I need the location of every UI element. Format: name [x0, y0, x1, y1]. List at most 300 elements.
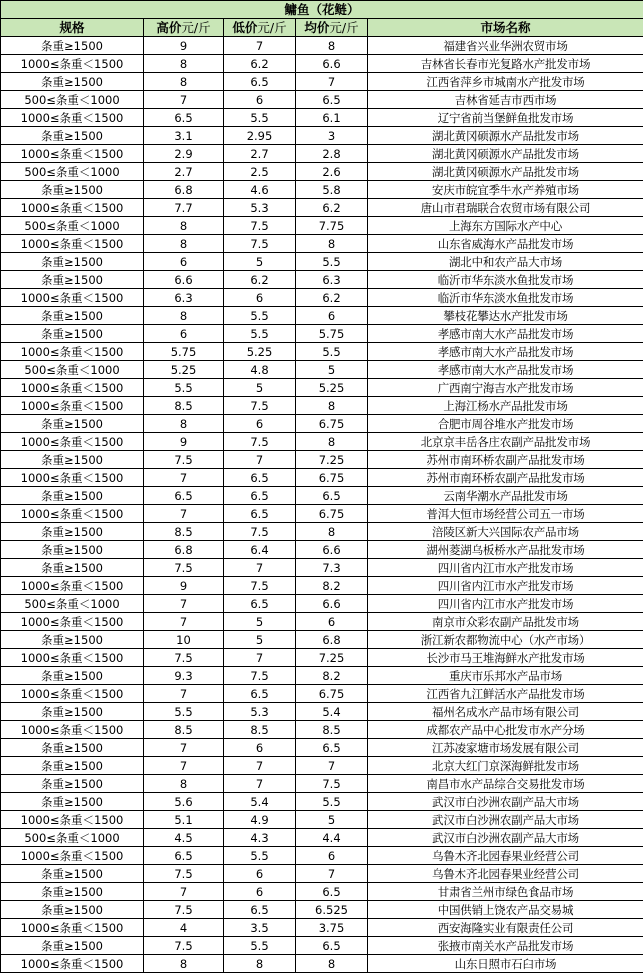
cell-high-price: 8 — [144, 775, 224, 793]
cell-low-price: 5.5 — [224, 325, 296, 343]
header-low-price — [224, 19, 296, 37]
cell-market: 孝感市南大水产品批发市场 — [368, 343, 643, 361]
cell-market: 山东省威海水产品批发市场 — [368, 235, 643, 253]
cell-high-price: 8.5 — [144, 523, 224, 541]
cell-market: 湖北黄冈硕源水产品批发市场 — [368, 145, 643, 163]
cell-avg-price: 6.5 — [296, 739, 368, 757]
table-row — [1, 775, 643, 793]
table-title-row — [1, 1, 643, 19]
cell-low-price: 2.7 — [224, 145, 296, 163]
cell-high-price: 7 — [144, 505, 224, 523]
cell-low-price: 5.5 — [224, 847, 296, 865]
cell-avg-price: 6.6 — [296, 595, 368, 613]
cell-avg-price: 6 — [296, 613, 368, 631]
cell-low-price: 6 — [224, 91, 296, 109]
cell-market: 南昌市水产品综合交易批发市场 — [368, 775, 643, 793]
cell-avg-price: 8.2 — [296, 577, 368, 595]
cell-spec: 1000≤条重＜1500 — [1, 721, 144, 739]
cell-low-price: 7.5 — [224, 523, 296, 541]
cell-spec: 1000≤条重＜1500 — [1, 55, 144, 73]
cell-avg-price: 7.75 — [296, 217, 368, 235]
cell-market: 四川省内江市水产批发市场 — [368, 559, 643, 577]
table-row — [1, 685, 643, 703]
table-row — [1, 469, 643, 487]
cell-high-price: 7 — [144, 469, 224, 487]
cell-avg-price: 8.2 — [296, 667, 368, 685]
table-row — [1, 451, 643, 469]
cell-avg-price: 5.4 — [296, 703, 368, 721]
cell-market: 攀枝花攀达水产批发市场 — [368, 307, 643, 325]
table-row — [1, 649, 643, 667]
cell-market: 临沂市华东淡水鱼批发市场 — [368, 289, 643, 307]
cell-high-price: 4 — [144, 919, 224, 937]
cell-spec: 1000≤条重＜1500 — [1, 343, 144, 361]
cell-market: 武汉市白沙洲农副产品大市场 — [368, 829, 643, 847]
cell-spec: 1000≤条重＜1500 — [1, 289, 144, 307]
table-row — [1, 847, 643, 865]
cell-market: 北京京丰岳各庄农副产品批发市场 — [368, 433, 643, 451]
cell-high-price: 9.3 — [144, 667, 224, 685]
cell-high-price: 6.8 — [144, 541, 224, 559]
cell-spec: 条重≥1500 — [1, 73, 144, 91]
cell-high-price: 6.8 — [144, 181, 224, 199]
cell-spec: 1000≤条重＜1500 — [1, 505, 144, 523]
cell-market: 上海东方国际水产中心 — [368, 217, 643, 235]
cell-avg-price: 6 — [296, 847, 368, 865]
table-row — [1, 739, 643, 757]
cell-avg-price: 6.1 — [296, 109, 368, 127]
cell-avg-price: 5.5 — [296, 253, 368, 271]
cell-spec: 500≤条重＜1000 — [1, 595, 144, 613]
cell-spec: 1000≤条重＜1500 — [1, 955, 144, 973]
cell-avg-price: 7 — [296, 757, 368, 775]
table-row — [1, 955, 643, 973]
cell-spec: 条重≥1500 — [1, 667, 144, 685]
cell-high-price: 8 — [144, 955, 224, 973]
cell-spec: 条重≥1500 — [1, 127, 144, 145]
table-row — [1, 865, 643, 883]
cell-avg-price: 3.75 — [296, 919, 368, 937]
cell-market: 福建省兴业华洲农贸市场 — [368, 37, 643, 55]
cell-low-price: 6.5 — [224, 505, 296, 523]
cell-market: 湖州菱湖乌板桥水产品批发市场 — [368, 541, 643, 559]
cell-low-price: 5.5 — [224, 937, 296, 955]
cell-low-price: 8.5 — [224, 721, 296, 739]
cell-high-price: 7.5 — [144, 901, 224, 919]
table-row — [1, 667, 643, 685]
cell-avg-price: 5.5 — [296, 793, 368, 811]
cell-spec: 1000≤条重＜1500 — [1, 847, 144, 865]
cell-market: 湖北黄冈硕源水产品批发市场 — [368, 163, 643, 181]
cell-market: 江西省萍乡市城南水产批发市场 — [368, 73, 643, 91]
cell-market: 四川省内江市水产批发市场 — [368, 595, 643, 613]
table-row — [1, 793, 643, 811]
cell-market: 北京大红门京深海鲜批发市场 — [368, 757, 643, 775]
cell-high-price: 6.5 — [144, 109, 224, 127]
cell-market: 重庆市乐邦水产品市场 — [368, 667, 643, 685]
cell-low-price: 6 — [224, 739, 296, 757]
table-row — [1, 271, 643, 289]
cell-low-price: 7.5 — [224, 217, 296, 235]
header-spec: 规格 — [1, 19, 144, 37]
table-row — [1, 37, 643, 55]
cell-avg-price: 2.6 — [296, 163, 368, 181]
cell-high-price: 6.3 — [144, 289, 224, 307]
cell-low-price: 7 — [224, 37, 296, 55]
table-row — [1, 343, 643, 361]
cell-high-price: 5.6 — [144, 793, 224, 811]
cell-spec: 1000≤条重＜1500 — [1, 109, 144, 127]
cell-low-price: 6 — [224, 289, 296, 307]
cell-market: 云南华潮水产品批发市场 — [368, 487, 643, 505]
cell-high-price: 8 — [144, 415, 224, 433]
cell-high-price: 5.75 — [144, 343, 224, 361]
table-row — [1, 505, 643, 523]
cell-avg-price: 7 — [296, 73, 368, 91]
table-row — [1, 289, 643, 307]
cell-high-price: 9 — [144, 37, 224, 55]
cell-low-price: 7 — [224, 451, 296, 469]
cell-avg-price: 6.75 — [296, 685, 368, 703]
cell-market: 苏州市南环桥农副产品批发市场 — [368, 469, 643, 487]
header-high-unit: 元/斤 — [181, 19, 211, 35]
cell-low-price: 7.5 — [224, 397, 296, 415]
cell-market: 吉林省延吉市西市场 — [368, 91, 643, 109]
cell-high-price: 7.5 — [144, 451, 224, 469]
cell-low-price: 6.5 — [224, 901, 296, 919]
cell-market: 临沂市华东淡水鱼批发市场 — [368, 271, 643, 289]
cell-spec: 条重≥1500 — [1, 775, 144, 793]
cell-avg-price: 8 — [296, 235, 368, 253]
cell-spec: 条重≥1500 — [1, 757, 144, 775]
cell-avg-price: 8 — [296, 955, 368, 973]
table-row — [1, 379, 643, 397]
cell-low-price: 6.5 — [224, 595, 296, 613]
cell-low-price: 5 — [224, 631, 296, 649]
cell-avg-price: 3 — [296, 127, 368, 145]
cell-market: 安庆市皖宜季牛水产养殖市场 — [368, 181, 643, 199]
table-row — [1, 577, 643, 595]
cell-spec: 条重≥1500 — [1, 631, 144, 649]
cell-avg-price: 8 — [296, 37, 368, 55]
cell-low-price: 5.5 — [224, 109, 296, 127]
cell-avg-price: 8 — [296, 433, 368, 451]
cell-market: 成都农产品中心批发市水产分场 — [368, 721, 643, 739]
cell-low-price: 7.5 — [224, 667, 296, 685]
cell-spec: 1000≤条重＜1500 — [1, 613, 144, 631]
cell-avg-price: 7.5 — [296, 775, 368, 793]
cell-high-price: 8 — [144, 217, 224, 235]
table-row — [1, 109, 643, 127]
cell-spec: 500≤条重＜1000 — [1, 217, 144, 235]
cell-spec: 条重≥1500 — [1, 703, 144, 721]
cell-low-price: 4.3 — [224, 829, 296, 847]
cell-high-price: 7 — [144, 613, 224, 631]
cell-spec: 1000≤条重＜1500 — [1, 649, 144, 667]
cell-spec: 条重≥1500 — [1, 415, 144, 433]
cell-spec: 1000≤条重＜1500 — [1, 199, 144, 217]
cell-low-price: 6 — [224, 883, 296, 901]
table-row — [1, 559, 643, 577]
cell-spec: 1000≤条重＜1500 — [1, 577, 144, 595]
cell-spec: 条重≥1500 — [1, 37, 144, 55]
cell-avg-price: 6.3 — [296, 271, 368, 289]
header-low-unit: 元/斤 — [257, 19, 287, 35]
cell-low-price: 5 — [224, 253, 296, 271]
cell-low-price: 6.5 — [224, 685, 296, 703]
cell-spec: 1000≤条重＜1500 — [1, 379, 144, 397]
cell-low-price: 7 — [224, 559, 296, 577]
cell-spec: 500≤条重＜1000 — [1, 829, 144, 847]
cell-low-price: 7.5 — [224, 235, 296, 253]
header-avg-label: 均价 — [304, 19, 330, 35]
cell-spec: 1000≤条重＜1500 — [1, 685, 144, 703]
table-row — [1, 487, 643, 505]
cell-high-price: 2.7 — [144, 163, 224, 181]
cell-low-price: 4.8 — [224, 361, 296, 379]
cell-avg-price: 5 — [296, 361, 368, 379]
cell-high-price: 6.5 — [144, 847, 224, 865]
cell-market: 吉林省长春市光复路水产批发市场 — [368, 55, 643, 73]
table-row — [1, 703, 643, 721]
cell-high-price: 3.1 — [144, 127, 224, 145]
cell-low-price: 5 — [224, 379, 296, 397]
table-row — [1, 937, 643, 955]
cell-market: 江西省九江鲜活水产品批发市场 — [368, 685, 643, 703]
cell-market: 湖北中和农产品大市场 — [368, 253, 643, 271]
table-row — [1, 163, 643, 181]
table-row — [1, 595, 643, 613]
cell-avg-price: 2.8 — [296, 145, 368, 163]
cell-avg-price: 7 — [296, 865, 368, 883]
table-row — [1, 127, 643, 145]
cell-avg-price: 6.525 — [296, 901, 368, 919]
cell-avg-price: 5.8 — [296, 181, 368, 199]
cell-high-price: 8.5 — [144, 397, 224, 415]
cell-avg-price: 6.2 — [296, 199, 368, 217]
cell-avg-price: 6.5 — [296, 487, 368, 505]
cell-low-price: 7 — [224, 649, 296, 667]
header-high-price — [144, 19, 224, 37]
cell-spec: 条重≥1500 — [1, 937, 144, 955]
cell-high-price: 7 — [144, 757, 224, 775]
cell-market: 武汉市白沙洲农副产品大市场 — [368, 793, 643, 811]
table-row — [1, 145, 643, 163]
cell-spec: 条重≥1500 — [1, 325, 144, 343]
cell-low-price: 6.4 — [224, 541, 296, 559]
cell-market: 广西南宁海吉水产批发市场 — [368, 379, 643, 397]
cell-avg-price: 6.5 — [296, 937, 368, 955]
cell-market: 西安海隆实业有限责任公司 — [368, 919, 643, 937]
table-row — [1, 811, 643, 829]
cell-spec: 条重≥1500 — [1, 793, 144, 811]
cell-avg-price: 6.6 — [296, 55, 368, 73]
header-low-label: 低价 — [232, 19, 258, 35]
cell-high-price: 7.5 — [144, 559, 224, 577]
cell-market: 福州名成水产品市场有限公司 — [368, 703, 643, 721]
cell-avg-price: 5.75 — [296, 325, 368, 343]
table-row — [1, 721, 643, 739]
table-row — [1, 91, 643, 109]
table-row — [1, 883, 643, 901]
cell-market: 中国供销上饶农产品交易城 — [368, 901, 643, 919]
cell-low-price: 6 — [224, 865, 296, 883]
cell-spec: 500≤条重＜1000 — [1, 91, 144, 109]
cell-low-price: 4.9 — [224, 811, 296, 829]
cell-avg-price: 8.5 — [296, 721, 368, 739]
table-body — [1, 37, 643, 973]
cell-market: 张掖市南关水产品批发市场 — [368, 937, 643, 955]
table-row — [1, 541, 643, 559]
cell-spec: 条重≥1500 — [1, 271, 144, 289]
cell-high-price: 8 — [144, 73, 224, 91]
cell-low-price: 3.5 — [224, 919, 296, 937]
cell-low-price: 8 — [224, 955, 296, 973]
cell-spec: 1000≤条重＜1500 — [1, 919, 144, 937]
cell-avg-price: 6 — [296, 307, 368, 325]
cell-market: 湖北黄冈硕源水产品批发市场 — [368, 127, 643, 145]
cell-high-price: 5.5 — [144, 703, 224, 721]
cell-market: 苏州市南环桥农副产品批发市场 — [368, 451, 643, 469]
cell-low-price: 5 — [224, 613, 296, 631]
cell-low-price: 2.95 — [224, 127, 296, 145]
table-header-row — [1, 19, 643, 37]
cell-market: 乌鲁木齐北园春果业经营公司 — [368, 865, 643, 883]
cell-high-price: 7 — [144, 595, 224, 613]
cell-avg-price: 4.4 — [296, 829, 368, 847]
cell-high-price: 5.1 — [144, 811, 224, 829]
table-row — [1, 55, 643, 73]
table-row — [1, 919, 643, 937]
cell-market: 山东日照市石臼市场 — [368, 955, 643, 973]
cell-high-price: 5.25 — [144, 361, 224, 379]
cell-spec: 条重≥1500 — [1, 883, 144, 901]
table-row — [1, 199, 643, 217]
cell-high-price: 8 — [144, 307, 224, 325]
cell-avg-price: 6.75 — [296, 415, 368, 433]
cell-high-price: 6 — [144, 325, 224, 343]
table-row — [1, 757, 643, 775]
cell-avg-price: 7.25 — [296, 649, 368, 667]
cell-low-price: 6.2 — [224, 55, 296, 73]
table-row — [1, 361, 643, 379]
cell-spec: 1000≤条重＜1500 — [1, 469, 144, 487]
cell-spec: 条重≥1500 — [1, 739, 144, 757]
cell-market: 孝感市南大水产品批发市场 — [368, 361, 643, 379]
cell-avg-price: 8 — [296, 397, 368, 415]
cell-low-price: 5.3 — [224, 703, 296, 721]
cell-spec: 500≤条重＜1000 — [1, 361, 144, 379]
cell-spec: 1000≤条重＜1500 — [1, 235, 144, 253]
cell-avg-price: 5.25 — [296, 379, 368, 397]
cell-spec: 条重≥1500 — [1, 253, 144, 271]
cell-low-price: 7 — [224, 775, 296, 793]
cell-avg-price: 6.5 — [296, 91, 368, 109]
cell-high-price: 7 — [144, 883, 224, 901]
cell-market: 涪陵区新大兴国际农产品市场 — [368, 523, 643, 541]
cell-market: 乌鲁木齐北园春果业经营公司 — [368, 847, 643, 865]
cell-low-price: 7.5 — [224, 577, 296, 595]
cell-high-price: 7.5 — [144, 937, 224, 955]
cell-high-price: 2.9 — [144, 145, 224, 163]
cell-high-price: 8 — [144, 55, 224, 73]
cell-low-price: 5.25 — [224, 343, 296, 361]
table-row — [1, 523, 643, 541]
table-title: 鳙鱼（花鲢） — [1, 1, 643, 19]
cell-low-price: 2.5 — [224, 163, 296, 181]
header-avg-price — [296, 19, 368, 37]
cell-low-price: 6.5 — [224, 469, 296, 487]
cell-high-price: 6.6 — [144, 271, 224, 289]
cell-spec: 条重≥1500 — [1, 451, 144, 469]
header-high-label: 高价 — [156, 19, 182, 35]
table-row — [1, 613, 643, 631]
cell-high-price: 7 — [144, 739, 224, 757]
cell-spec: 条重≥1500 — [1, 487, 144, 505]
header-market: 市场名称 — [368, 19, 643, 37]
table-row — [1, 73, 643, 91]
cell-low-price: 6.5 — [224, 487, 296, 505]
cell-spec: 条重≥1500 — [1, 307, 144, 325]
cell-spec: 条重≥1500 — [1, 901, 144, 919]
table-row — [1, 631, 643, 649]
cell-spec: 1000≤条重＜1500 — [1, 397, 144, 415]
cell-low-price: 5.5 — [224, 307, 296, 325]
cell-market: 上海江杨水产品批发市场 — [368, 397, 643, 415]
table-row — [1, 901, 643, 919]
table-row — [1, 397, 643, 415]
header-avg-unit: 元/斤 — [329, 19, 359, 35]
cell-low-price: 7 — [224, 757, 296, 775]
cell-spec: 条重≥1500 — [1, 181, 144, 199]
cell-high-price: 7 — [144, 685, 224, 703]
table-row — [1, 415, 643, 433]
cell-avg-price: 6.75 — [296, 505, 368, 523]
table-row — [1, 307, 643, 325]
cell-market: 武汉市白沙洲农副产品大市场 — [368, 811, 643, 829]
cell-high-price: 4.5 — [144, 829, 224, 847]
cell-market: 辽宁省前当堡鲜鱼批发市场 — [368, 109, 643, 127]
table-row — [1, 253, 643, 271]
cell-low-price: 7.5 — [224, 433, 296, 451]
cell-market: 孝感市南大水产品批发市场 — [368, 325, 643, 343]
cell-low-price: 5.4 — [224, 793, 296, 811]
cell-high-price: 7.5 — [144, 649, 224, 667]
cell-low-price: 6.5 — [224, 73, 296, 91]
cell-high-price: 7.5 — [144, 865, 224, 883]
cell-high-price: 7 — [144, 91, 224, 109]
cell-low-price: 5.3 — [224, 199, 296, 217]
cell-avg-price: 7.3 — [296, 559, 368, 577]
cell-low-price: 4.6 — [224, 181, 296, 199]
cell-market: 甘肃省兰州市绿色食品市场 — [368, 883, 643, 901]
cell-avg-price: 6.75 — [296, 469, 368, 487]
cell-high-price: 6.5 — [144, 487, 224, 505]
cell-avg-price: 6.8 — [296, 631, 368, 649]
cell-avg-price: 5.5 — [296, 343, 368, 361]
cell-high-price: 6 — [144, 253, 224, 271]
cell-high-price: 9 — [144, 433, 224, 451]
cell-high-price: 8.5 — [144, 721, 224, 739]
cell-avg-price: 8 — [296, 523, 368, 541]
cell-avg-price: 6.5 — [296, 883, 368, 901]
cell-high-price: 10 — [144, 631, 224, 649]
cell-high-price: 9 — [144, 577, 224, 595]
cell-market: 唐山市君瑞联合农贸市场有限公司 — [368, 199, 643, 217]
cell-market: 四川省内江市水产批发市场 — [368, 577, 643, 595]
cell-spec: 1000≤条重＜1500 — [1, 433, 144, 451]
cell-avg-price: 6.6 — [296, 541, 368, 559]
